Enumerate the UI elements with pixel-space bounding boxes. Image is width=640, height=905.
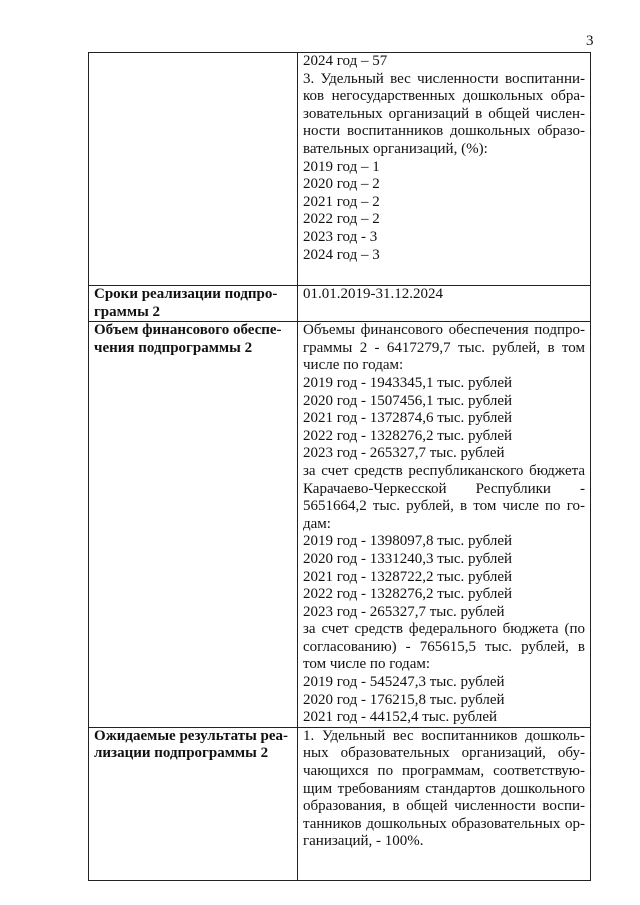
text-line: 2021 год - 44152,4 тыс. рублей: [303, 709, 498, 726]
text-line: Карачаево-Черкесской Республики -: [303, 480, 585, 497]
text-line: ганизаций, - 100%.: [303, 833, 424, 850]
text-line: согласованию) - 765615,5 тыс. рублей, в: [303, 638, 585, 655]
label-cell-financing: [89, 322, 298, 728]
text-line: 2023 год - 3: [303, 228, 378, 245]
text-line: щим требованиям стандартов дошкольного: [303, 780, 585, 797]
text-line: 2024 год – 3: [303, 246, 380, 263]
text-line: 2021 год - 1372874,6 тыс. рублей: [303, 410, 513, 427]
text-line: 01.01.2019-31.12.2024: [303, 286, 443, 302]
label-line: Ожидаемые результаты реа-: [94, 727, 289, 744]
label-line: граммы 2: [94, 303, 161, 320]
text-line: ков негосударственных дошкольных обра-: [303, 88, 585, 105]
text-line: 2020 год - 1331240,3 тыс. рублей: [303, 550, 513, 567]
text-line: ных образовательных организаций, обу-: [303, 745, 585, 762]
text-line: 3. Удельный вес численности воспитанни-: [303, 70, 585, 87]
text-line: за счет средств республиканского бюджета: [303, 462, 585, 479]
text-line: танников дошкольных образовательных ор-: [303, 815, 585, 832]
label-line: лизации подпрограммы 2: [94, 745, 269, 762]
text-line: Объемы финансового обеспечения подпро-: [303, 322, 585, 339]
text-line: числе по годам:: [303, 357, 404, 374]
text-line: зовательных организаций в общей числен-: [303, 105, 585, 122]
text-line: 2021 год – 2: [303, 193, 380, 210]
passport-table: [88, 52, 591, 881]
content-cell-targets: [298, 53, 591, 286]
label-line: Объем финансового обеспе-: [94, 322, 282, 339]
text-line: ности воспитанников дошкольных образо-: [303, 123, 585, 140]
text-line: 2020 год – 2: [303, 176, 380, 193]
text-line: 2019 год - 1398097,8 тыс. рублей: [303, 533, 513, 550]
text-line: 2022 год - 1328276,2 тыс. рублей: [303, 427, 513, 444]
text-line: 1. Удельный вес воспитанников дошколь-: [303, 727, 585, 744]
table-row-financing: [89, 322, 591, 728]
text-line: 2019 год - 1943345,1 тыс. рублей: [303, 374, 513, 391]
text-line: 2022 год - 1328276,2 тыс. рублей: [303, 586, 513, 603]
content-cell-expected-results: [298, 727, 591, 880]
text-line: вательных организаций, (%):: [303, 140, 488, 157]
label-cell-timeframe: [89, 286, 298, 322]
text-line: 2021 год - 1328722,2 тыс. рублей: [303, 568, 513, 585]
text-line: 2022 год – 2: [303, 211, 380, 228]
text-line: 2024 год – 57: [303, 53, 388, 69]
label-cell-empty: [89, 53, 298, 286]
table-row-timeframe: [89, 286, 591, 322]
text-line: 2023 год - 265327,7 тыс. рублей: [303, 445, 505, 462]
table-row-expected-results: [89, 727, 591, 880]
text-line: граммы 2 - 6417279,7 тыс. рублей, в том: [303, 339, 585, 356]
label-line: чения подпрограммы 2: [94, 339, 253, 356]
label-line: Сроки реализации подпро-: [94, 286, 278, 302]
text-line: за счет средств федерального бюджета (по: [303, 621, 585, 638]
text-line: 2019 год - 545247,3 тыс. рублей: [303, 674, 505, 691]
content-cell-financing: [298, 322, 591, 728]
text-line: 2019 год – 1: [303, 158, 380, 175]
text-line: 5651664,2 тыс. рублей, в том числе по го-: [303, 498, 585, 515]
content-cell-timeframe: [298, 286, 591, 322]
page-number: 3: [586, 33, 594, 49]
text-line: 2023 год - 265327,7 тыс. рублей: [303, 603, 505, 620]
text-line: дам:: [303, 515, 331, 532]
table-row-targets-continued: [89, 53, 591, 286]
text-line: 2020 год - 1507456,1 тыс. рублей: [303, 392, 513, 409]
text-line: чающихся по программам, соответствую-: [303, 763, 585, 780]
text-line: образования, в общей численности воспи-: [303, 798, 585, 815]
text-line: том числе по годам:: [303, 656, 431, 673]
label-cell-expected-results: [89, 727, 298, 880]
text-line: 2020 год - 176215,8 тыс. рублей: [303, 691, 505, 708]
